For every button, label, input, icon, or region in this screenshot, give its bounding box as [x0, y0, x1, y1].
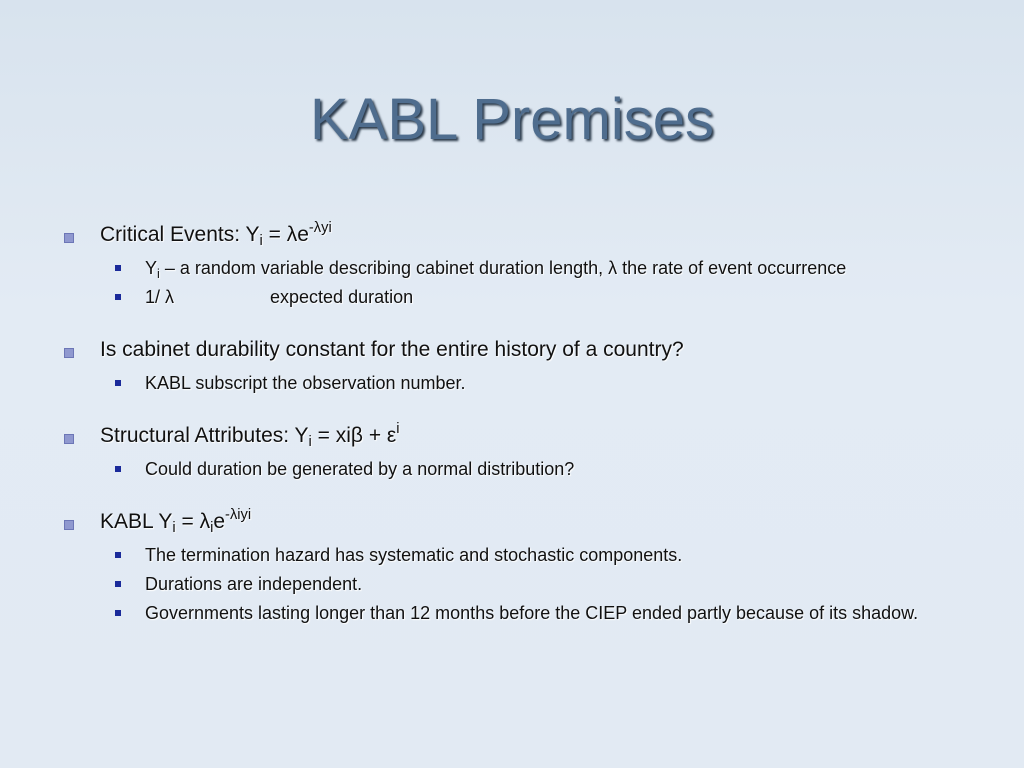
small-square-bullet-icon	[115, 265, 121, 271]
subscript: i	[308, 434, 312, 450]
bullet-durability	[60, 335, 960, 364]
bullet-critical-events	[60, 220, 960, 249]
subbullet-governments-lasting	[60, 603, 960, 623]
subscript: i	[210, 520, 214, 536]
superscript: -λyi	[308, 220, 332, 236]
subscript: i	[172, 520, 176, 536]
subbullet-yi-definition	[60, 258, 960, 281]
section-durability	[60, 335, 960, 393]
superscript: -λiyi	[225, 507, 252, 523]
slide-title: KABL Premises	[310, 87, 714, 152]
bullet-structural-attributes	[60, 421, 960, 450]
subbullet-text: 1/ λ	[145, 287, 175, 307]
section-structural-attributes	[60, 421, 960, 479]
subscript: i	[259, 233, 263, 249]
subbullet-text: Durations are independent.	[145, 574, 363, 594]
bullet-text: = xiβ + ε	[311, 424, 397, 447]
slide-body	[60, 220, 960, 651]
subbullet-text: Y	[145, 258, 158, 278]
subbullet-text: Governments lasting longer than 12 months before the CIEP ended partly because of its shadow.	[145, 603, 919, 623]
subbullet-text: KABL subscript the observation number.	[145, 373, 466, 393]
subbullet-durations-independent	[60, 574, 960, 594]
bullet-text: e	[213, 510, 226, 533]
small-square-bullet-icon	[115, 581, 121, 587]
bullet-text: = λe	[262, 223, 309, 246]
small-square-bullet-icon	[115, 610, 121, 616]
section-kabl	[60, 507, 960, 623]
section-critical-events	[60, 220, 960, 307]
subbullet-expected-duration	[60, 287, 960, 307]
subbullet-kabl-subscript	[60, 373, 960, 393]
small-square-bullet-icon	[115, 294, 121, 300]
square-bullet-icon	[64, 348, 74, 358]
subbullet-text: The termination hazard has systematic and stochastic components.	[145, 545, 683, 565]
subbullet-text: expected duration	[270, 287, 414, 307]
subbullet-text: – a random variable describing cabinet duration length, λ the rate of event occurrence	[159, 258, 847, 278]
square-bullet-icon	[64, 233, 74, 243]
bullet-text: Critical Events: Y	[100, 223, 260, 246]
bullet-text: = λ	[175, 510, 211, 533]
superscript: i	[396, 421, 400, 437]
bullet-text: KABL Y	[100, 510, 173, 533]
subscript: i	[157, 267, 160, 281]
bullet-text: Is cabinet durability constant for the entire history of a country?	[100, 338, 684, 361]
bullet-kabl	[60, 507, 960, 536]
square-bullet-icon	[64, 434, 74, 444]
subbullet-termination-hazard	[60, 545, 960, 565]
square-bullet-icon	[64, 520, 74, 530]
subbullet-text: Could duration be generated by a normal distribution?	[145, 459, 575, 479]
small-square-bullet-icon	[115, 380, 121, 386]
subbullet-normal-distribution	[60, 459, 960, 479]
small-square-bullet-icon	[115, 466, 121, 472]
bullet-text: Structural Attributes: Y	[100, 424, 309, 447]
small-square-bullet-icon	[115, 552, 121, 558]
